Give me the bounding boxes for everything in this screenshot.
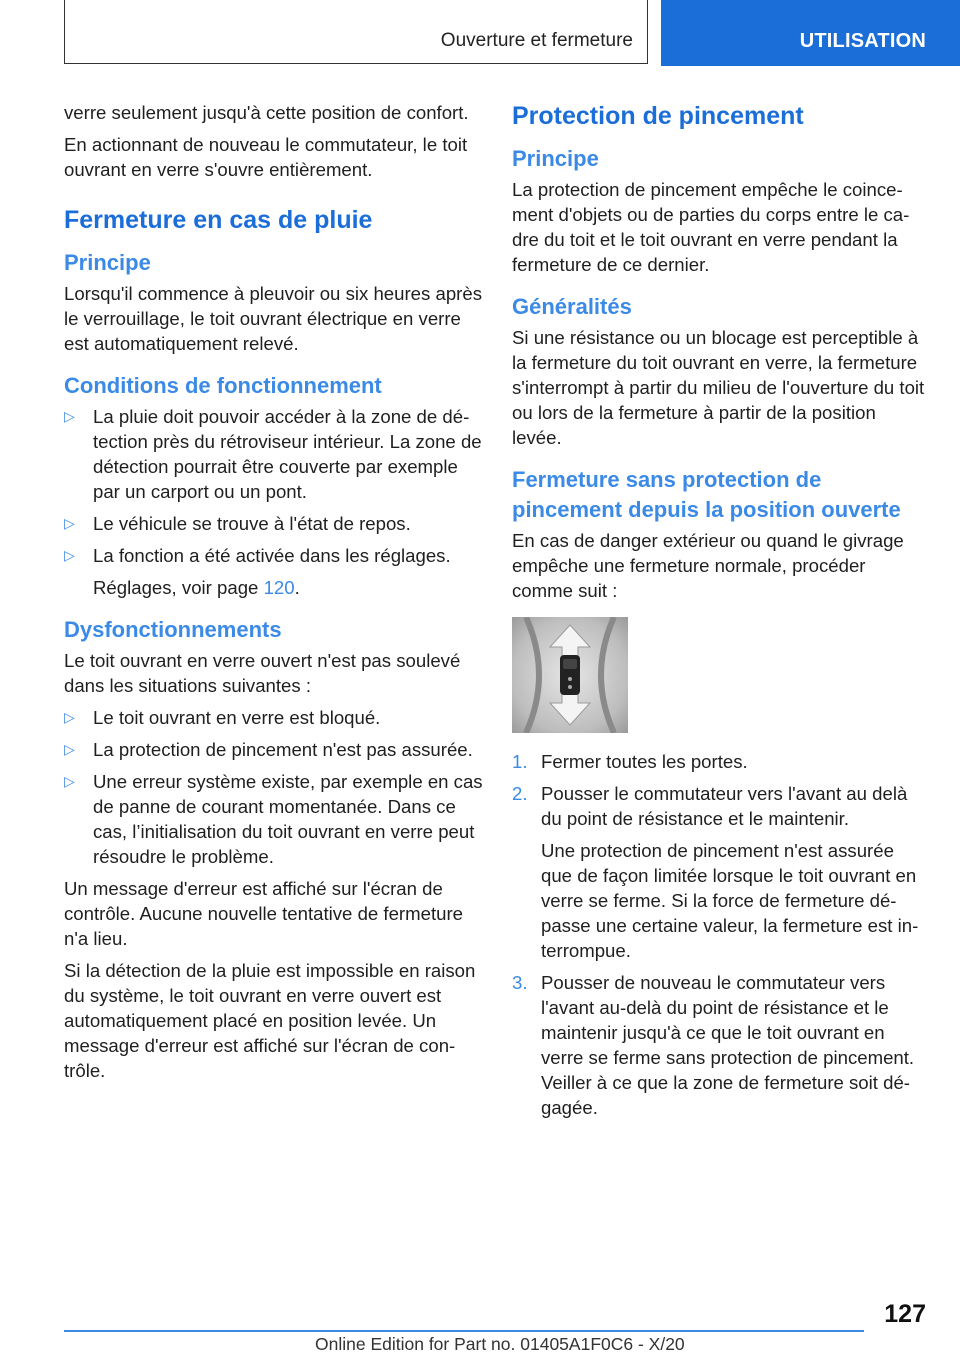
- roof-switch-illustration: [512, 617, 628, 733]
- header-section-box: [64, 0, 648, 64]
- list-item: ▷ La pluie doit pouvoir accéder à la zone de détection près du rétroviseur intérieur. La zone de détection pourrait être couverte par exemple par un carport ou un pont.: [64, 404, 484, 504]
- settings-ref-end: .: [294, 577, 300, 598]
- left-column: [64, 100, 484, 1090]
- list-item: ▷ Une erreur système existe, par exemple en cas de panne de courant momentanée. Dans ce cas, l’initialisation du toit ouvrant en verre peut résoudre le problème.: [64, 769, 484, 869]
- error-paragraph-2: Si la détection de la pluie est impossible en raison du système, le toit ouvrant en verre ouvert est automatiquement placé en position levée. Un message d'erreur est affiché sur l'écran de contrôle.: [64, 960, 476, 1081]
- chapter-tab: [661, 0, 960, 66]
- chapter-title: UTILISATION: [799, 30, 926, 52]
- list-item: [512, 781, 930, 963]
- step-text: Fermer toutes les portes.: [541, 751, 748, 772]
- list-item: [512, 749, 930, 774]
- rain-principle-heading: Principe: [64, 250, 151, 275]
- roof-switch-icon: [512, 617, 628, 733]
- pinch-protection-heading: Protection de pincement: [512, 102, 804, 130]
- general-heading: Généralités: [512, 294, 632, 319]
- list-item: ▷ La fonction a été activée dans les réglages.: [64, 543, 484, 568]
- pinch-principle-text: La protection de pincement empêche le coincement d'objets ou de parties du corps entre le cadre du toit et le toit ouvrant en verre pendant la fermeture de ce dernier.: [512, 179, 910, 275]
- malfunctions-heading: Dysfonctionnements: [64, 617, 282, 642]
- rain-principle-text: Lorsqu'il commence à pleuvoir ou six heures après le verrouillage, le toit ouvrant électrique en verre est automatiquement relevé.: [64, 283, 482, 354]
- list-item: ▷ Le toit ouvrant en verre est bloqué.: [64, 705, 484, 730]
- step-text: Pousser de nouveau le commutateur vers l'avant au-delà du point de résistance et le maintenir jusqu'à ce que le toit ouvrant en verre se ferme sans protection de pincement. Veiller à ce que la zone de fermeture soit dégagée.: [541, 972, 915, 1118]
- malfunctions-intro: Le toit ouvrant en verre ouvert n'est pas soulevé dans les situations suivantes :: [64, 650, 461, 696]
- step-note: Une protection de pincement n'est assurée que de façon limitée lorsque le toit ouvrant en verre se ferme. Si la force de fermeture dépasse une certaine valeur, la fermeture est interrompue.: [541, 840, 919, 961]
- no-protection-heading: Fermeture sans protection de pincement depuis la position ouverte: [512, 467, 901, 522]
- general-text: Si une résistance ou un blocage est perceptible à la fermeture du toit ouvrant en verre, la fermeture s'interrompt à partir du milieu de l'ouverture du toit ou lors de la fermeture à partir de la position levée.: [512, 327, 925, 448]
- step-text: Pousser le commutateur vers l'avant au delà du point de résistance et le maintenir.: [541, 783, 908, 829]
- step-number: 2.: [512, 783, 528, 804]
- conditions-list: [64, 404, 484, 568]
- step-number: 1.: [512, 751, 528, 772]
- page-number: 127: [884, 1300, 926, 1328]
- right-column: [512, 100, 930, 1127]
- footer-divider: [64, 1330, 864, 1332]
- no-protection-text: En cas de danger extérieur ou quand le givrage empêche une fermeture normale, procéder comme suit :: [512, 530, 904, 601]
- error-paragraph-1: Un message d'erreur est affiché sur l'écran de contrôle. Aucune nouvelle tentative de fermeture n'a lieu.: [64, 878, 463, 949]
- intro-paragraph-1: verre seulement jusqu'à cette position de confort.: [64, 102, 469, 123]
- pinch-principle-heading: Principe: [512, 146, 599, 171]
- settings-ref-text: Réglages, voir page: [93, 577, 264, 598]
- list-item: ▷ La protection de pincement n'est pas assurée.: [64, 737, 484, 762]
- conditions-heading: Conditions de fonctionnement: [64, 373, 382, 398]
- steps-list: [512, 749, 930, 1120]
- settings-reference: [64, 575, 484, 600]
- list-item: [512, 970, 930, 1120]
- step-number: 3.: [512, 972, 528, 993]
- settings-page-link[interactable]: 120: [263, 577, 295, 598]
- section-title: Ouverture et fermeture: [440, 30, 633, 51]
- malfunctions-list: [64, 705, 484, 869]
- list-item: ▷ Le véhicule se trouve à l'état de repos.: [64, 511, 484, 536]
- edition-text: Online Edition for Part no. 01405A1F0C6 - X/20: [315, 1334, 685, 1354]
- rain-closing-heading: Fermeture en cas de pluie: [64, 206, 373, 234]
- intro-paragraph-2: En actionnant de nouveau le commutateur, le toit ouvrant en verre s'ouvre entièrement.: [64, 134, 468, 180]
